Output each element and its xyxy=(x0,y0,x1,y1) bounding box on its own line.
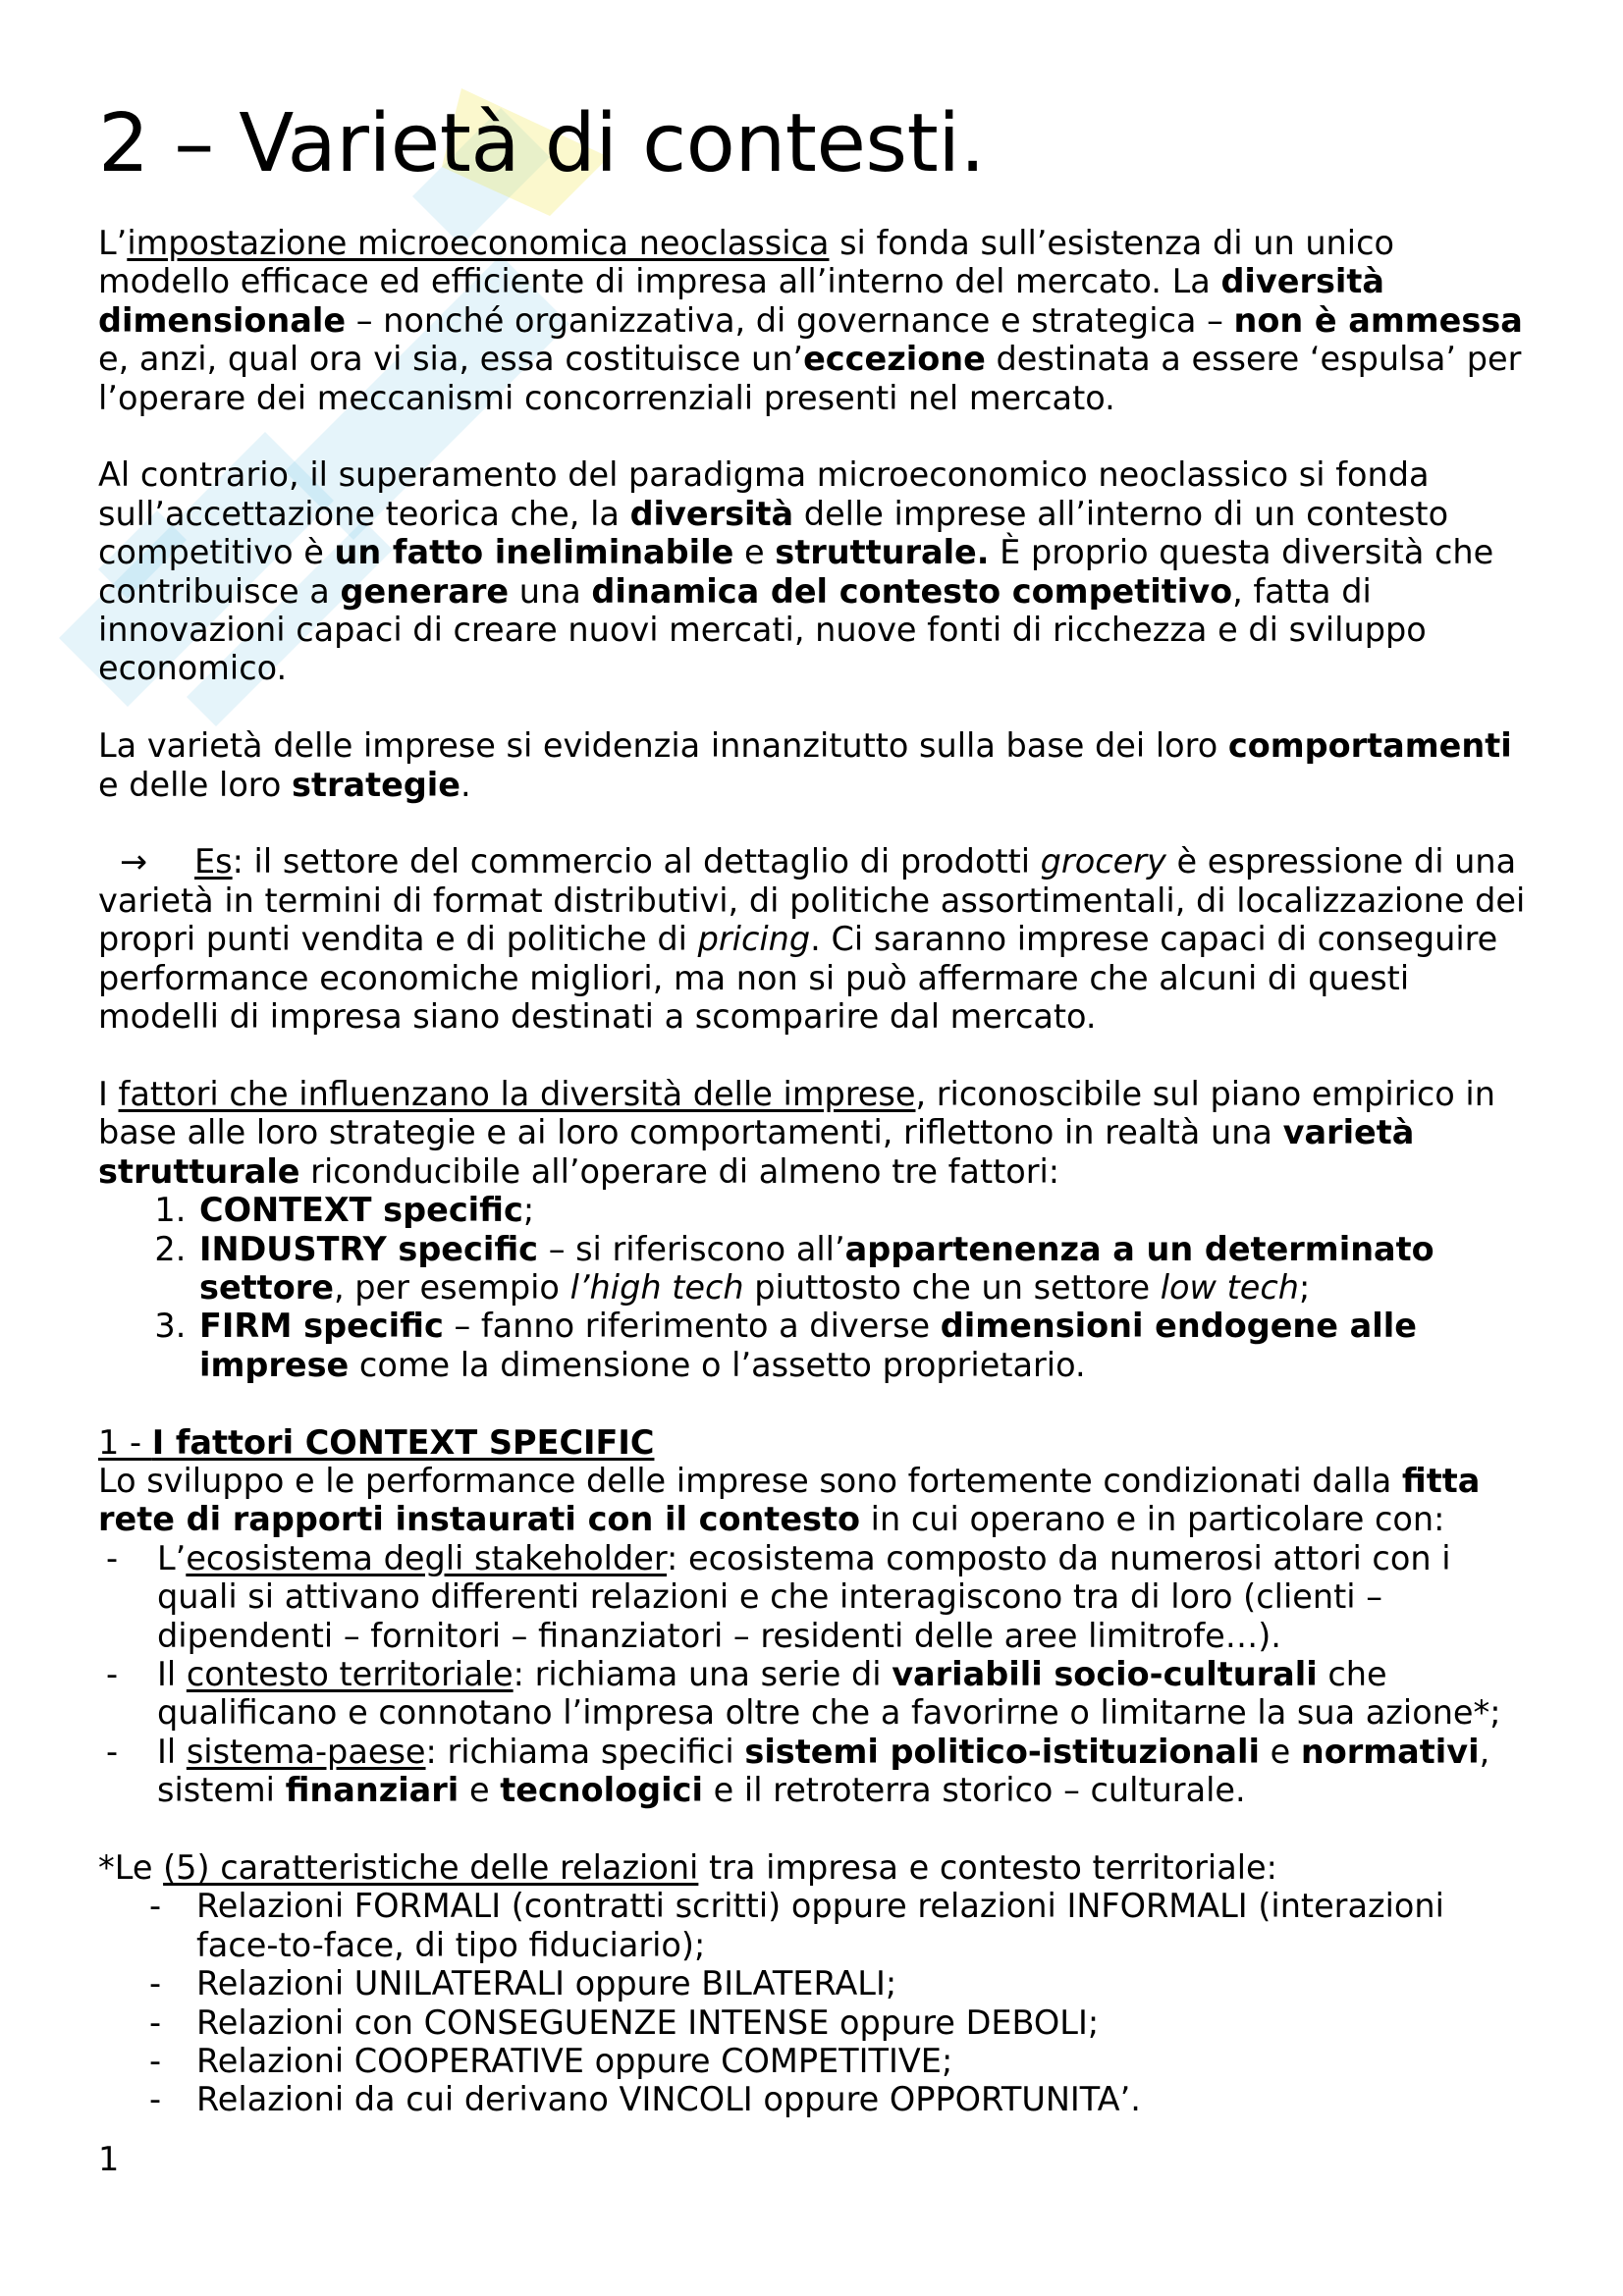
paragraph-example: → Es: il settore del commercio al dettaglio di prodotti grocery è espressione di una varietà in termini di format distributivi, di politiche assortimentali, di localizzazione dei propri punti vendita e di politiche di pricing. Ci saranno imprese capaci di conseguire performance economiche migliori, ma non si può affermare che alcuni di questi modelli di impresa siano destinati a scomparire dal mercato. xyxy=(98,842,1526,1037)
section-intro: Lo sviluppo e le performance delle imprese sono fortemente condizionati dalla fitta rete di rapporti instaurati con il contesto in cui operano e in particolare con: xyxy=(98,1461,1481,1539)
paragraph-neoclassical: L’impostazione microeconomica neoclassica si fonda sull’esistenza di un unico modello efficace ed efficiente di impresa all’interno del mercato. La diversità dimensionale – nonché organizzativa, di governance e strategica – non è ammessa e, anzi, qual ora vi sia, essa costituisce un’eccezione destinata a essere ‘espulsa’ per l’operare dei meccanismi concorrenziali presenti nel mercato. xyxy=(98,224,1523,417)
relations-intro: *Le (5) caratteristiche delle relazioni tra impresa e contesto territoriale: xyxy=(98,1847,1277,1887)
list-item: - L’ecosistema degli stakeholder: ecosistema composto da numerosi attori con i quali si attivano differenti relazioni e che interagiscono tra di loro (clienti – dipendenti – fornitori – finanziatori – residenti delle aree limitrofe…). xyxy=(98,1539,1532,1655)
arrow-right-icon: → xyxy=(120,842,148,881)
paragraph-contrary: Al contrario, il superamento del paradigma microeconomico neoclassico si fonda sull’accettazione teorica che, la diversità delle imprese all’interno di un contesto competitivo è un fatto ineliminabile e strutturale. È proprio questa diversità che contribuisce a generare una dinamica del contesto competitivo, fatta di innovazioni capaci di creare nuovi mercati, nuove fonti di ricchezza e di sviluppo economico. xyxy=(98,455,1494,688)
list-item: - Relazioni da cui derivano VINCOLI oppure OPPORTUNITA’. xyxy=(98,2080,1532,2118)
page-title: 2 – Varietà di contesti. xyxy=(98,97,986,190)
list-item: - Relazioni con CONSEGUENZE INTENSE oppure DEBOLI; xyxy=(98,2003,1532,2042)
page-number: 1 xyxy=(98,2140,120,2178)
list-item: - Il sistema-paese: richiama specifici sistemi politico-istituzionali e normativi, sistemi finanziari e tecnologici e il retroterra storico – culturale. xyxy=(98,1733,1532,1810)
section-heading: 1 - I fattori CONTEXT SPECIFIC xyxy=(98,1422,655,1462)
underlined-term: impostazione microeconomica neoclassica xyxy=(127,224,830,262)
factors-list xyxy=(98,1191,1532,1384)
paragraph-variety: La varietà delle imprese si evidenzia innanzitutto sulla base dei loro comportamenti e delle loro strategie. xyxy=(98,726,1512,804)
list-item: - Relazioni COOPERATIVE oppure COMPETITIVE; xyxy=(98,2042,1532,2080)
paragraph-factors: I fattori che influenzano la diversità delle imprese, riconoscibile sul piano empirico in base alle loro strategie e ai loro comportamenti, riflettono in realtà una varietà strutturale riconducibile all’operare di almeno tre fattori: xyxy=(98,1074,1495,1191)
list-item: - Relazioni UNILATERALI oppure BILATERALI; xyxy=(98,1964,1532,2002)
list-item: 1. CONTEXT specific; xyxy=(196,1191,1532,1229)
list-item: 2. INDUSTRY specific – si riferiscono all’appartenenza a un determinato settore, per esempio l’high tech piuttosto che un settore low tech; xyxy=(196,1230,1532,1308)
document-body xyxy=(98,224,1532,2119)
list-item: - Il contesto territoriale: richiama una serie di variabili socio-culturali che qualificano e connotano l’impresa oltre che a favorirne o limitarne la sua azione*; xyxy=(98,1655,1532,1733)
list-item: 3. FIRM specific – fanno riferimento a diverse dimensioni endogene alle imprese come la dimensione o l’assetto proprietario. xyxy=(196,1307,1532,1384)
list-item: - Relazioni FORMALI (contratti scritti) oppure relazioni INFORMALI (interazioni face-to-face, di tipo fiduciario); xyxy=(98,1887,1532,1964)
context-list xyxy=(98,1539,1532,1810)
relations-list xyxy=(98,1887,1532,2118)
